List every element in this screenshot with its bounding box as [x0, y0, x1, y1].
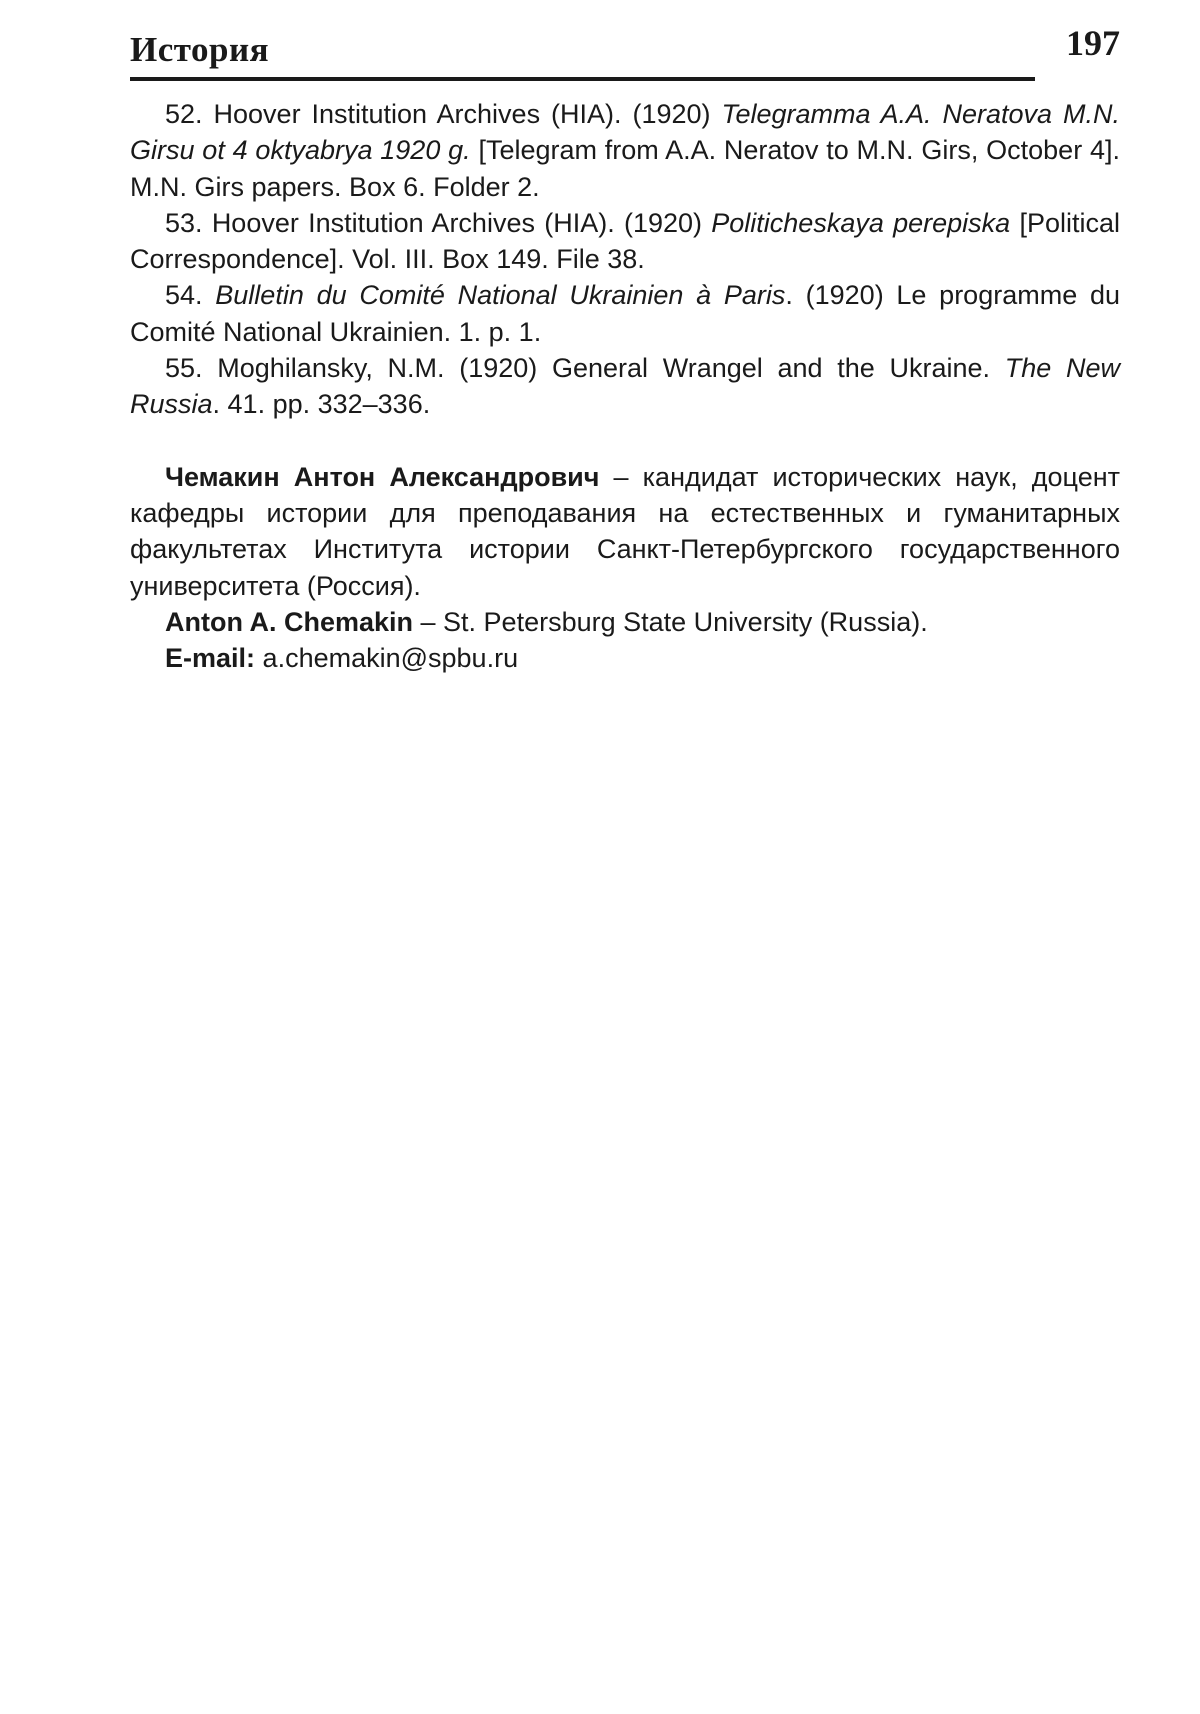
reference-title: Telegramma A.A. Neratova M.N. Girsu ot 4 oktyabrya 1920 g.: [130, 99, 1120, 166]
reference-number: 52.: [165, 99, 203, 129]
reference-list: [130, 96, 1120, 423]
reference-text: [Political Correspondence]. Vol. III. Box 149. File 38.: [130, 207, 1120, 275]
reference-item: [130, 205, 1120, 278]
author-name-ru: Чемакин Антон Александрович: [165, 461, 600, 492]
reference-number: 55.: [165, 353, 203, 384]
author-bio-ru: [130, 459, 1120, 604]
reference-text: . 41. pp. 332–336.: [212, 389, 431, 420]
reference-item: [130, 96, 1120, 205]
reference-number: 54.: [165, 280, 203, 311]
author-description-ru: – кандидат исторических наук, доцент кафедры истории для преподавания на естественных и гуманитарных факультетах Института истории Санкт-Петербургского государственного университета (Россия).: [130, 461, 1121, 601]
running-head: [130, 22, 1120, 82]
reference-text: Moghilansky, N.M. (1920) General Wrangel and the Ukraine.: [217, 353, 1005, 384]
reference-title: The New Russia: [130, 353, 1120, 420]
section-title: История: [130, 30, 270, 69]
reference-item: [130, 350, 1120, 423]
journal-page: [130, 0, 1120, 1714]
email-label: E-mail:: [165, 643, 256, 674]
header-rule: [130, 77, 1035, 81]
reference-text: [Telegram from A.A. Neratov to M.N. Girs, October 4]. M.N. Girs papers. Box 6. Folder 2.: [130, 135, 1120, 202]
page-body: [130, 96, 1120, 676]
author-email-line: [130, 640, 1120, 676]
reference-text: Hoover Institution Archives (HIA). (1920): [211, 207, 712, 238]
reference-text: . (1920) Le programme du Comité National Ukrainien. 1. p. 1.: [130, 280, 1120, 347]
author-email[interactable]: a.chemakin@spbu.ru: [262, 643, 519, 674]
reference-item: [130, 277, 1120, 350]
author-name-en: Anton A. Chemakin: [165, 606, 414, 637]
author-bio-en: [130, 604, 1120, 640]
reference-title: Politicheskaya perepiska: [711, 207, 1011, 238]
author-info: [130, 459, 1120, 677]
reference-title: Bulletin du Comité National Ukrainien à Paris: [215, 280, 786, 311]
reference-text: Hoover Institution Archives (HIA). (1920): [213, 99, 722, 129]
page-number: 197: [1066, 23, 1120, 63]
reference-number: 53.: [165, 207, 203, 238]
author-affiliation-en: – St. Petersburg State University (Russia).: [413, 606, 928, 637]
